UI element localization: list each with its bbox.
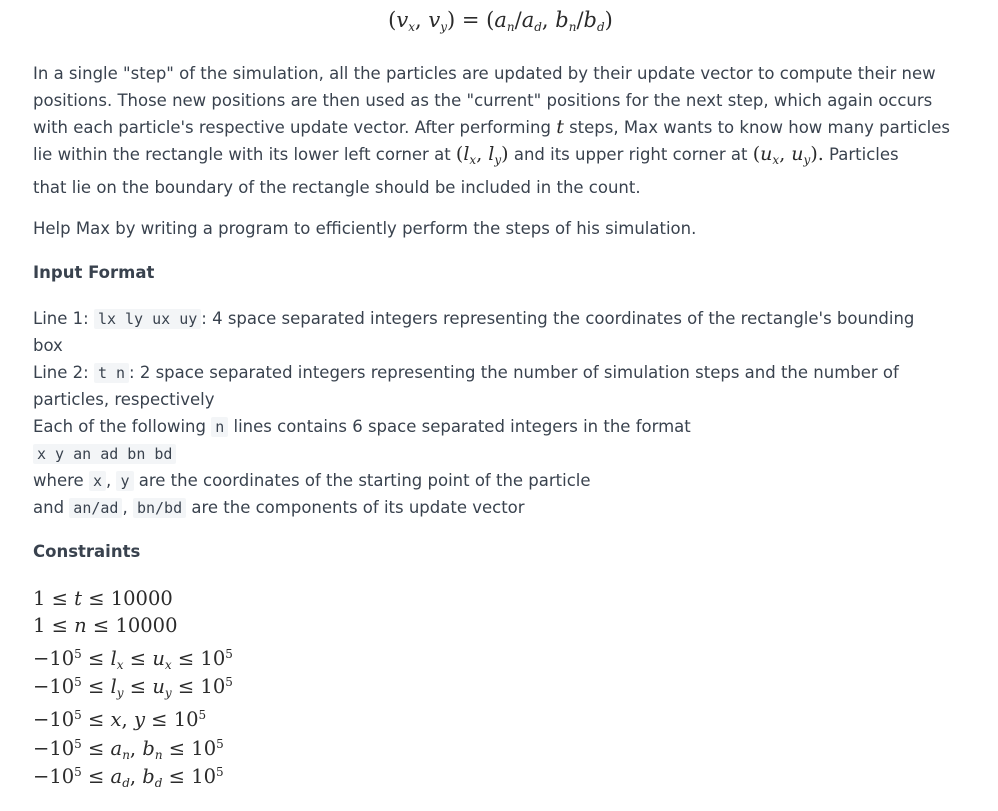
update-vector-formula: ($v_x$, $v_y) = (a_n/a_d$, $b_n/b_d$): [388, 8, 613, 34]
code-particle-format: x y an ad bn bd: [33, 444, 176, 464]
constraint-xy: $-10^5 \le x$, $y \le 10^5$: [33, 708, 207, 731]
code-y: y: [116, 471, 133, 491]
constraint-t: 1 ≤ t ≤ 10000: [33, 587, 173, 610]
input-line3: Each of the following n lines contains 6 space separated integers in the format: [33, 417, 691, 436]
input-line1-cont: box: [33, 336, 63, 355]
code-bn-bd: bn/bd: [133, 498, 186, 518]
code-n: n: [211, 417, 228, 437]
para1-line1: In a single "step" of the simulation, all the particles are updated by their update vector to compute their new: [33, 64, 936, 83]
input-format-heading: Input Format: [33, 263, 155, 282]
code-x: x: [89, 471, 106, 491]
upper-right-corner: ($u_x$, $u_y$).: [752, 143, 824, 167]
code-lx-ly-ux-uy: lx ly ux uy: [94, 309, 201, 329]
para1-line2: positions. Those new positions are then used as the "current" positions for the next step, which again occurs: [33, 91, 933, 110]
input-line2: Line 2: t n : 2 space separated integers representing the number of simulation steps and the number of: [33, 363, 899, 382]
input-line1: Line 1: lx ly ux uy : 4 space separated integers representing the coordinates of the rectangle's bounding: [33, 309, 915, 328]
lower-left-corner: ($l_x$, $l_y$): [455, 143, 509, 167]
para1-line3: with each particle's respective update vector. After performing t steps, Max wants to know how many particles: [33, 116, 951, 138]
input-line2-cont: particles, respectively: [33, 390, 215, 409]
para1-line5: that lie on the boundary of the rectangle should be included in the count.: [33, 178, 641, 197]
help-text: Help Max by writing a program to efficiently perform the steps of his simulation.: [33, 219, 697, 238]
input-line6: and an/ad , bn/bd are the components of its update vector: [33, 498, 525, 517]
var-t: t: [556, 116, 564, 138]
code-an-ad: an/ad: [69, 498, 122, 518]
para1-line4: lie within the rectangle with its lower left corner at ($l_x$, $l_y$) and its upper right corner at ($u_x$, $u_y$). Particles: [33, 143, 899, 167]
constraints-heading: Constraints: [33, 542, 141, 561]
simulation-description: [33, 60, 963, 201]
constraint-y-bounds: $-10^5 \le l_y \le u_y \le 10^5$: [33, 675, 233, 700]
constraint-an-bn: $-10^5 \le a_n$, $b_n \le 10^5$: [33, 737, 224, 762]
constraint-x-bounds: $-10^5 \le l_x \le u_x \le 10^5$: [33, 647, 233, 672]
input-line5: where x , y are the coordinates of the starting point of the particle: [33, 471, 591, 490]
input-line4: [33, 440, 963, 468]
code-t-n: t n: [94, 363, 129, 383]
constraint-ad-bd: $-10^5 \le a_d$, $b_d \le 10^5$: [33, 765, 224, 790]
constraint-n: 1 ≤ n ≤ 10000: [33, 614, 178, 637]
